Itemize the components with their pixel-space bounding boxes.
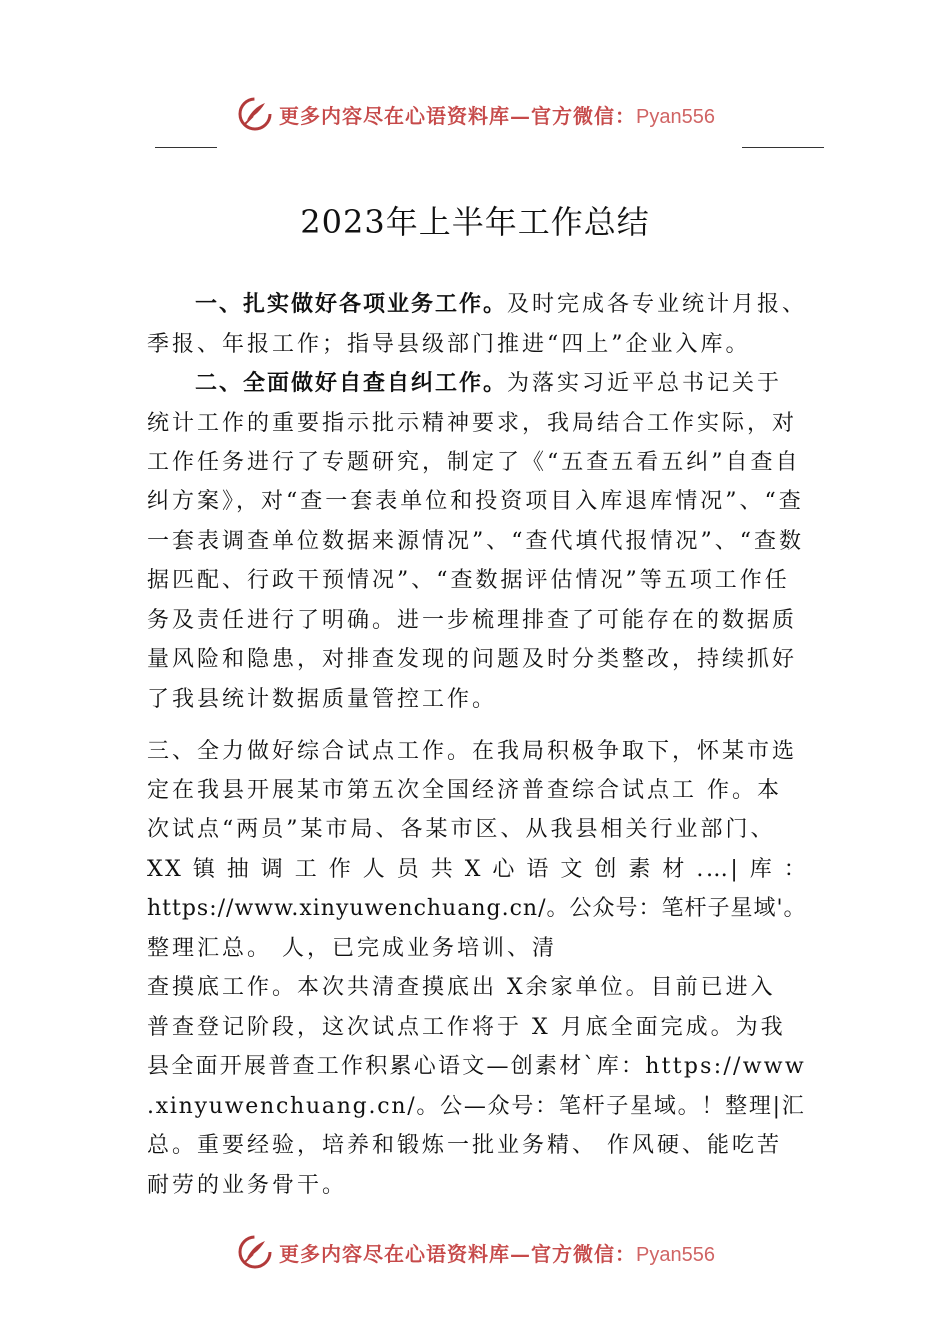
document-title: 2023年上半年工作总结	[300, 203, 650, 241]
body-text: .xinyuwenchuang.cn/。公—众号：笔杆子星域。！整理|汇	[147, 1094, 806, 1119]
body-text: 整理汇总。 人，已完成业务培训、清	[147, 936, 557, 961]
body-line	[195, 369, 782, 399]
header-rule-left	[155, 147, 217, 148]
body-line	[147, 973, 776, 1003]
body-text: 量风险和隐患，对排查发现的问题及时分类整改，持续抓好	[147, 647, 798, 672]
body-text: 一套表调查单位数据来源情况”、“查代填代报情况”、“查数	[147, 529, 804, 554]
watermark-header	[0, 94, 950, 134]
body-line	[147, 894, 807, 924]
body-line	[147, 448, 801, 478]
section-heading: 一、扎实做好各项业务工作。	[195, 292, 508, 317]
body-line	[147, 934, 557, 964]
body-text: 县全面开展普查工作积累心语文—创素材`库：https://www	[147, 1054, 806, 1079]
watermark-wechat: Pyan556	[636, 105, 715, 128]
body-text: 及时完成各专业统计月报、	[507, 292, 808, 317]
body-text: 了我县统计数据质量管控工作。	[147, 687, 498, 712]
watermark-logo-icon	[235, 94, 275, 134]
body-line	[147, 409, 797, 439]
body-text: 为落实习近平总书记关于	[507, 371, 783, 396]
header-rule-right	[742, 147, 824, 148]
body-line	[147, 645, 797, 675]
body-text: XX 镇 抽 调 工 作 人 员 共 X 心 语 文 创 素 材 .…| 库 ：	[147, 857, 809, 882]
body-text: 据匹配、行政干预情况”、“查数据评估情况”等五项工作任	[147, 568, 790, 593]
watermark-wechat: Pyan556	[636, 1243, 715, 1266]
section-heading: 二、全面做好自查自纠工作。	[195, 371, 508, 396]
body-line	[147, 330, 751, 360]
watermark-text	[279, 100, 715, 129]
watermark-title: 更多内容尽在心语资料库—官方微信：	[279, 1241, 637, 1266]
body-text: 季报、年报工作；指导县级部门推进“四上”企业入库。	[147, 332, 751, 357]
body-line	[147, 1092, 806, 1122]
body-text: 普查登记阶段，这次试点工作将于 X 月底全面完成。为我	[147, 1015, 786, 1040]
body-line	[147, 685, 497, 715]
body-line	[147, 776, 782, 806]
body-text: 次试点“两员”某市局、各某市区、从我县相关行业部门、	[147, 817, 776, 842]
body-line	[147, 1052, 806, 1082]
body-text: https://www.xinyuwenchuang.cn/。公众号：笔杆子星域'。	[147, 896, 807, 921]
watermark-text	[279, 1238, 715, 1267]
body-text: 务及责任进行了明确。进一步梳理排查了可能存在的数据质	[147, 608, 798, 633]
body-line	[147, 606, 797, 636]
body-line	[147, 1013, 786, 1043]
body-text: 耐劳的业务骨干。	[147, 1173, 348, 1198]
body-line	[147, 855, 808, 885]
body-line	[195, 290, 807, 320]
watermark-title: 更多内容尽在心语资料库—官方微信：	[279, 103, 637, 128]
watermark-logo-icon	[235, 1232, 275, 1272]
watermark-footer	[0, 1232, 950, 1272]
body-line	[147, 737, 797, 767]
body-line	[147, 487, 804, 517]
body-text: 总。重要经验，培养和锻炼一批业务精、 作风硬、能吃苦	[147, 1133, 782, 1158]
body-line	[147, 815, 776, 845]
body-text: 纠方案》，对“查一套表单位和投资项目入库退库情况”、“查	[147, 489, 804, 514]
body-text: 定在我县开展某市第五次全国经济普查综合试点工 作。本	[147, 778, 782, 803]
body-line	[147, 1171, 347, 1201]
body-line	[147, 566, 790, 596]
body-text: 三、全力做好综合试点工作。在我局积极争取下，怀某市选	[147, 739, 798, 764]
body-line	[147, 1131, 782, 1161]
body-text: 统计工作的重要指示批示精神要求，我局结合工作实际，对	[147, 411, 798, 436]
body-text: 查摸底工作。本次共清查摸底出 X余家单位。目前已进入	[147, 975, 776, 1000]
body-line	[147, 527, 804, 557]
body-text: 工作任务进行了专题研究，制定了《“五查五看五纠”自查自	[147, 450, 801, 475]
